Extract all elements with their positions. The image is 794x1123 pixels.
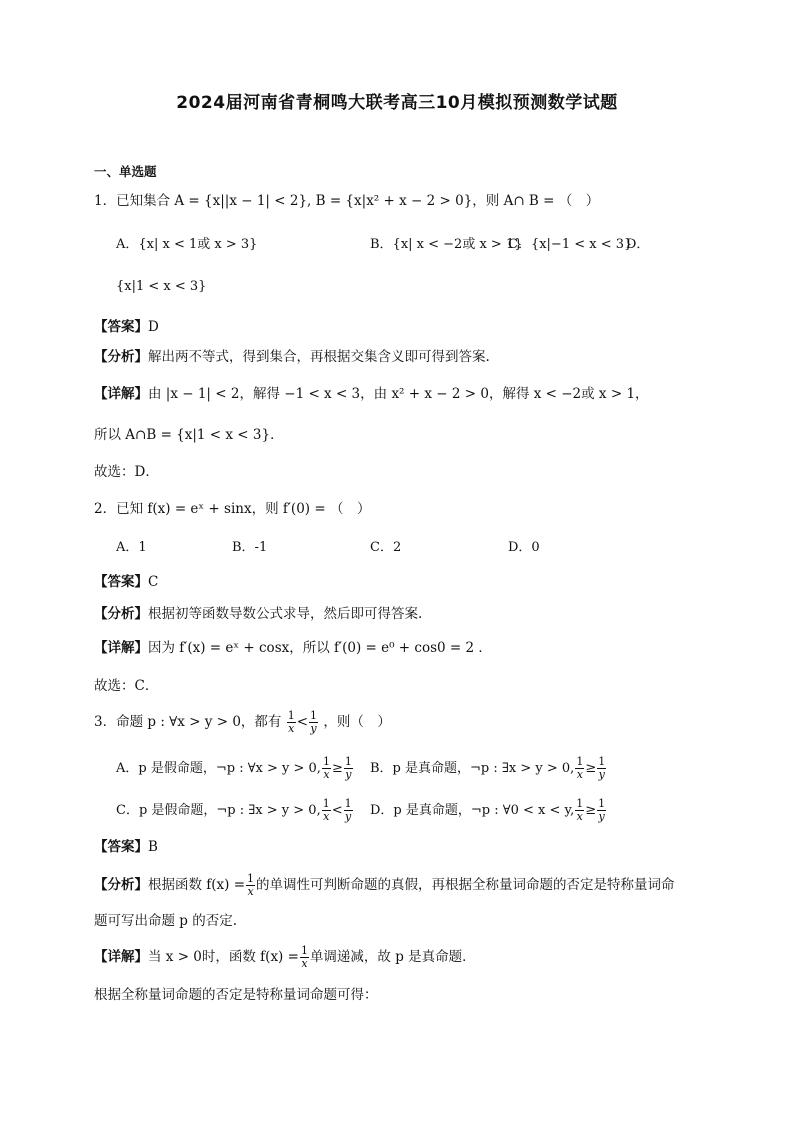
- less-than-sign: <: [296, 714, 309, 730]
- q3-option-a-text: A．p 是假命题，¬p : ∀x > y > 0,: [116, 761, 321, 776]
- q1-detail-2: 所以 A∩B = {x|1 < x < 3}．: [94, 427, 284, 443]
- q1-option-d-content: {x|1 < x < 3}: [116, 279, 207, 294]
- ge-sign: ≥: [331, 761, 343, 776]
- q2-answer: [94, 572, 158, 592]
- fraction-1-over-y: $\frac{1}{y}$: [598, 755, 606, 781]
- q3-analysis: [94, 873, 675, 898]
- q3-last-line: 根据全称量词命题的否定是特称量词命题可得：: [94, 987, 378, 1003]
- q3-option-c: [116, 798, 354, 823]
- q1-choose: 故选：D．: [94, 464, 159, 480]
- q1-option-a: A．{x| x < 1或 x > 3}: [116, 237, 258, 252]
- analysis-tag: 【分析】: [94, 606, 148, 622]
- q1-answer: [94, 317, 159, 337]
- analysis-tag: 【分析】: [94, 877, 148, 893]
- q3-option-c-text: C．p 是假命题，¬p : ∃x > y > 0,: [116, 803, 321, 818]
- q3-answer: [94, 837, 158, 857]
- q1-answer-value: D: [148, 319, 159, 335]
- q2-stem: 2．已知 f(x) = eˣ + sinx，则 f′(0) = （ ）: [94, 501, 371, 517]
- section-heading: 一、单选题: [94, 164, 157, 179]
- fraction-1-over-y: $\frac{1}{y}$: [344, 755, 352, 781]
- fraction-1-over-y: $\frac{1}{y}$: [310, 709, 318, 735]
- q2-option-d: D．0: [508, 540, 540, 555]
- q2-analysis-text: 根据初等函数导数公式求导，然后即可得答案.: [148, 606, 423, 622]
- q1-analysis-text: 解出两不等式，得到集合，再根据交集含义即可得到答案.: [148, 349, 490, 365]
- q2-analysis: [94, 604, 422, 624]
- less-than-sign: <: [331, 803, 343, 818]
- q2-answer-value: C: [148, 574, 159, 590]
- analysis-tag: 【分析】: [94, 349, 148, 365]
- answer-tag: 【答案】: [94, 839, 148, 855]
- fraction-1-over-y: $\frac{1}{y}$: [598, 797, 606, 823]
- fraction-1-over-x: $\frac{1}{x}$: [322, 755, 330, 781]
- q3-option-a: [116, 756, 354, 781]
- q2-choose: 故选：C．: [94, 678, 159, 694]
- q3-detail-text: 当 x > 0时，函数 f(x) =: [148, 949, 299, 965]
- fraction-1-over-x: $\frac{1}{x}$: [322, 797, 330, 823]
- q3-detail-text-2: 单调递减，故 p 是真命题．: [309, 949, 476, 965]
- q2-option-a: A．1: [116, 540, 147, 555]
- q2-option-c: C．2: [370, 540, 402, 555]
- q3-option-b: [370, 756, 607, 781]
- detail-tag: 【详解】: [94, 386, 148, 402]
- document-title: 2024届河南省青桐鸣大联考高三10月模拟预测数学试题: [176, 93, 618, 113]
- detail-tag: 【详解】: [94, 949, 148, 965]
- fraction-1-over-y: $\frac{1}{y}$: [344, 797, 352, 823]
- q1-option-d: D．: [626, 237, 650, 252]
- q1-analysis: [94, 347, 490, 367]
- fraction-1-over-x: $\frac{1}{x}$: [576, 755, 584, 781]
- q1-option-c: C．{x|−1 < x < 3}: [508, 237, 633, 252]
- q3-option-d-text: D．p 是真命题，¬p : ∀0 < x < y,: [370, 803, 575, 818]
- q3-answer-value: B: [148, 839, 158, 855]
- q2-option-b: B．-1: [232, 540, 268, 555]
- q3-detail: [94, 945, 476, 970]
- q3-stem: [94, 710, 391, 735]
- q3-analysis-2: 题可写出命题 p 的否定.: [94, 913, 238, 929]
- q1-option-b: B．{x| x < −2或 x > 1}: [370, 237, 523, 252]
- answer-tag: 【答案】: [94, 574, 148, 590]
- fraction-1-over-x: $\frac{1}{x}$: [576, 797, 584, 823]
- q3-option-d: [370, 798, 607, 823]
- q1-detail: [94, 384, 649, 404]
- q3-analysis-text: 根据函数 f(x) =: [148, 877, 246, 893]
- q2-detail: [94, 638, 492, 658]
- q3-option-b-text: B．p 是真命题，¬p : ∃x > y > 0,: [370, 761, 575, 776]
- q1-stem: 1．已知集合 A = {x||x − 1| < 2}, B = {x|x² + x − 2 > 0}，则 A∩ B = （ ）: [94, 193, 600, 209]
- answer-tag: 【答案】: [94, 319, 148, 335]
- fraction-1-over-x: $\frac{1}{x}$: [247, 872, 255, 898]
- q3-analysis-text-2: 的单调性可判断命题的真假，再根据全称量词命题的否定是特称量词命: [256, 877, 675, 893]
- detail-tag: 【详解】: [94, 640, 148, 656]
- ge-sign: ≥: [585, 761, 597, 776]
- fraction-1-over-x: $\frac{1}{x}$: [287, 709, 295, 735]
- q3-stem-tail: ，则（ ）: [323, 714, 391, 730]
- q2-detail-text: 因为 f′(x) = eˣ + cosx，所以 f′(0) = e⁰ + cos0 = 2 ．: [148, 640, 492, 656]
- q3-stem-text: 3．命题 p : ∀x > y > 0，都有: [94, 714, 282, 730]
- q1-detail-text: 由 |x − 1| < 2，解得 −1 < x < 3，由 x² + x − 2 > 0，解得 x < −2或 x > 1，: [148, 386, 649, 402]
- ge-sign: ≥: [585, 803, 597, 818]
- fraction-1-over-x: $\frac{1}{x}$: [300, 944, 308, 970]
